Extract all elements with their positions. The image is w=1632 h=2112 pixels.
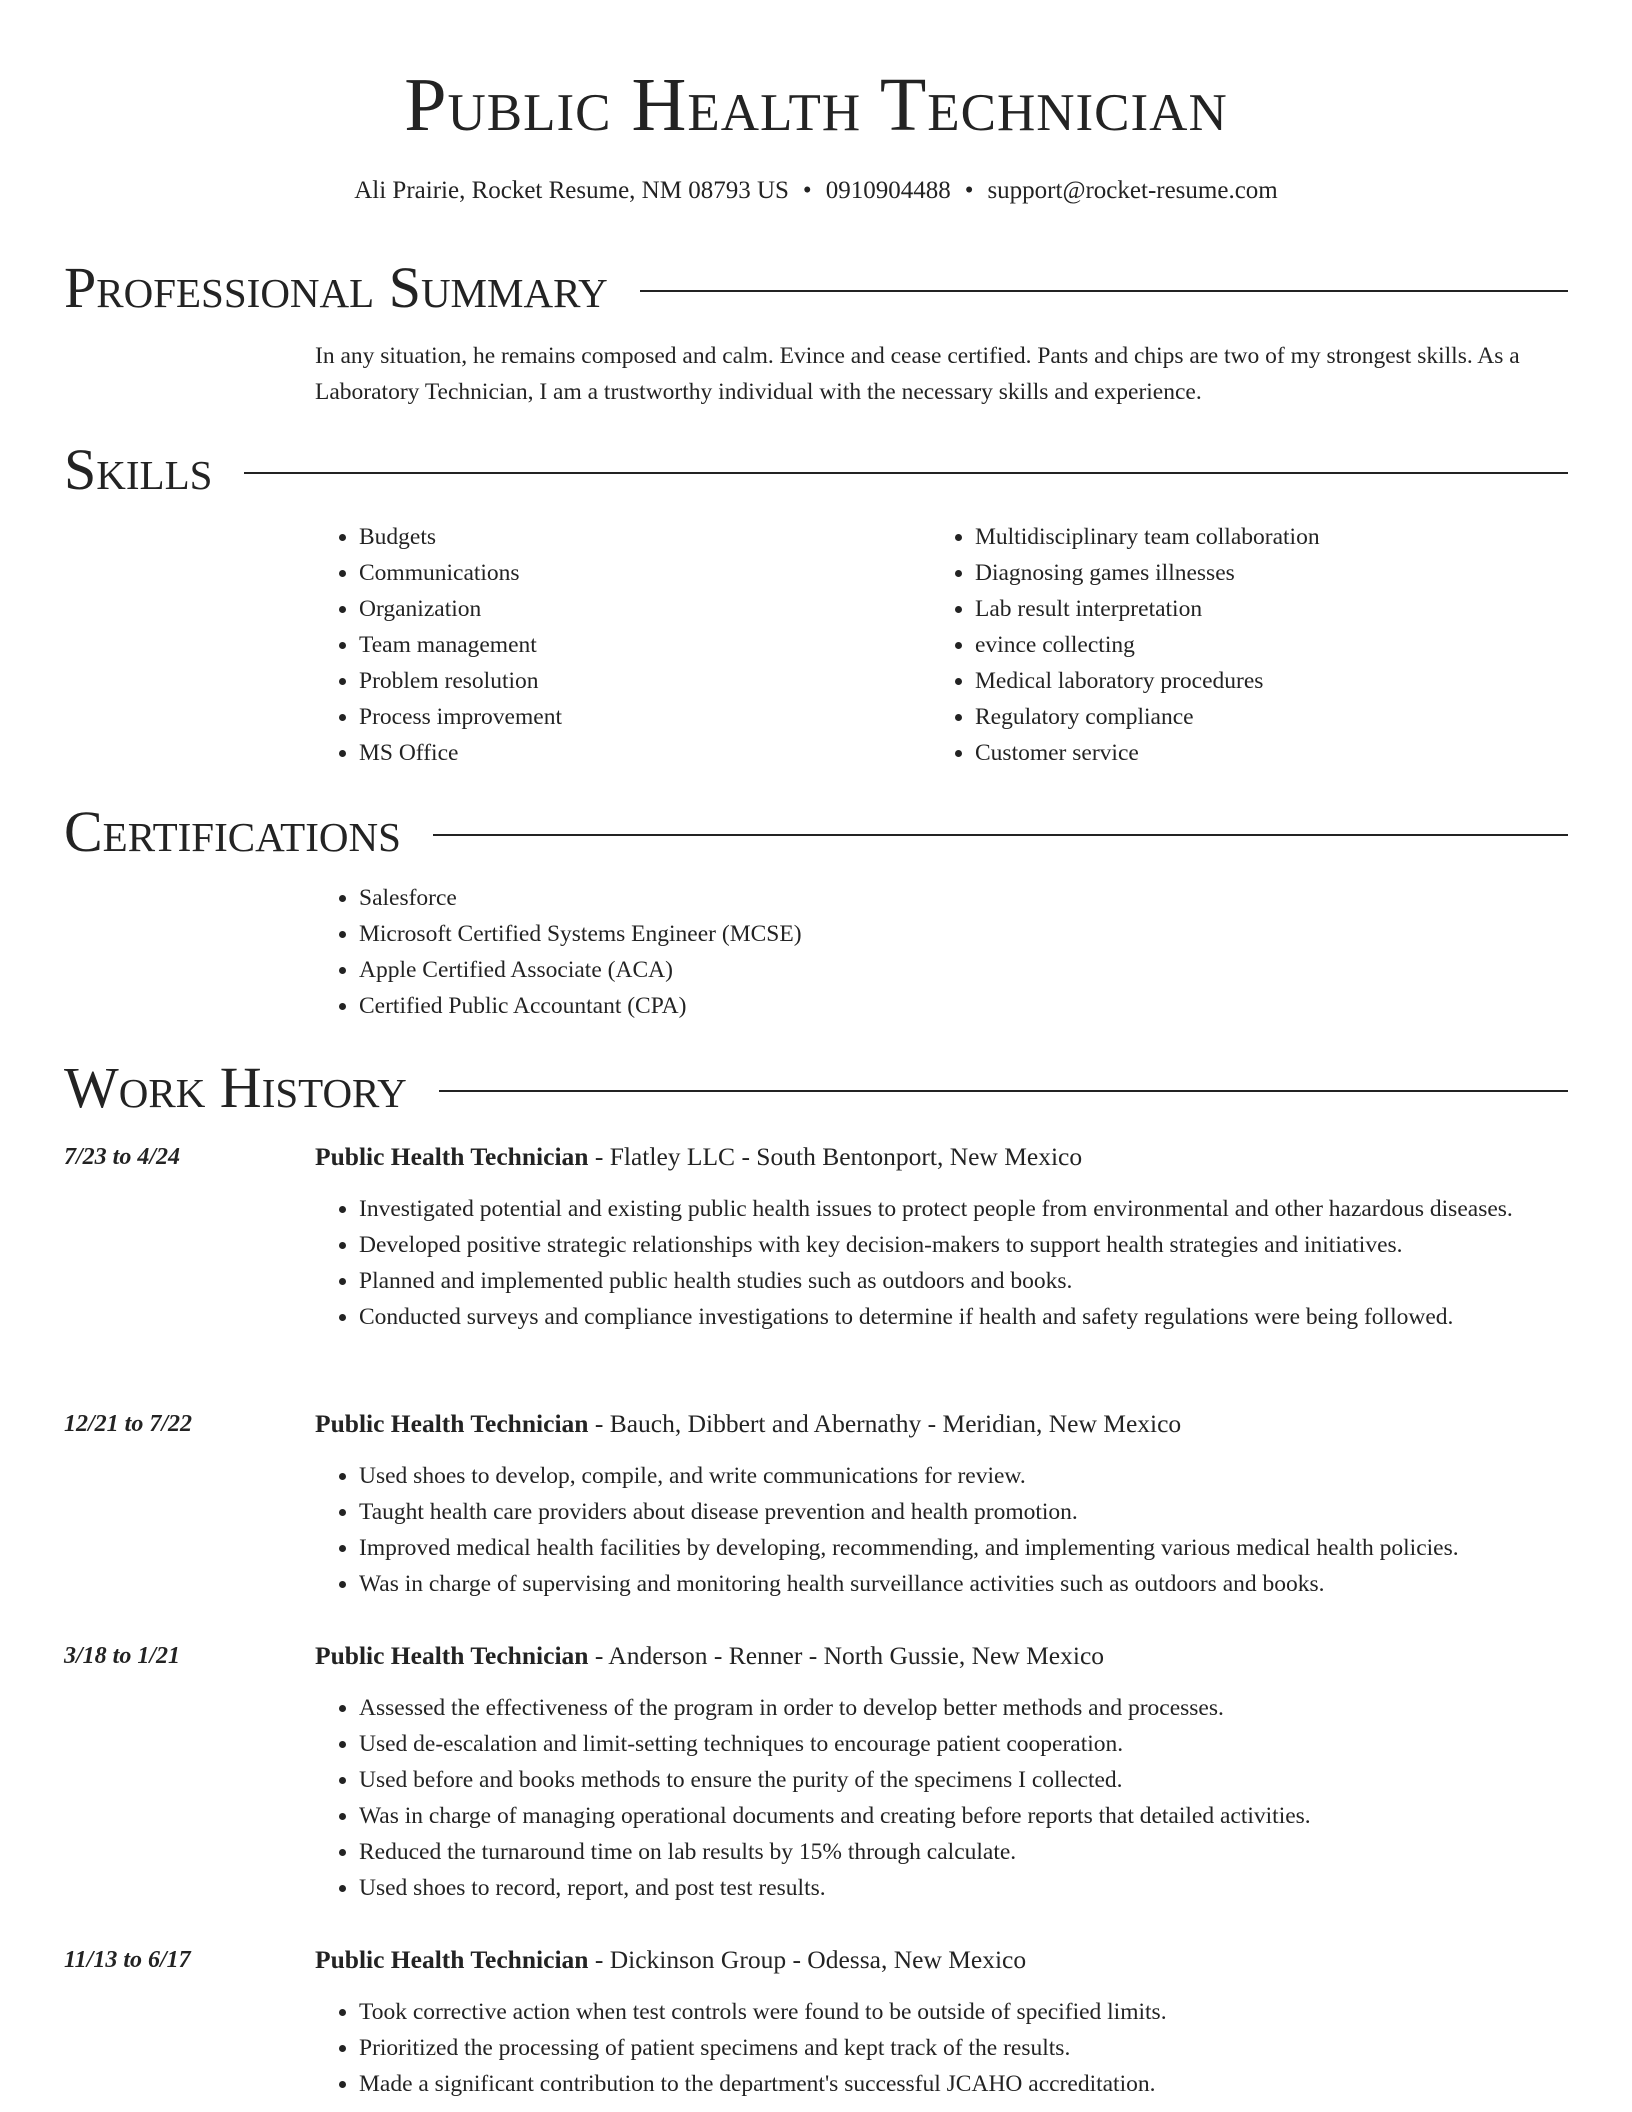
skill-item: • Lab result interpretation [975,591,1551,627]
section-title: Work History [64,1055,407,1120]
job-title-line [315,1942,1026,1978]
certification-item: • Certified Public Accountant (CPA) [359,988,802,1024]
job-bullet: • Used shoes to develop, compile, and write communications for review. [359,1458,1568,1494]
job-title: Public Health Technician [315,1641,589,1670]
job-bullet: • Developed positive strategic relationships with key decision-makers to support health strategies and initiatives. [359,1227,1568,1263]
skill-item: • Process improvement [359,699,875,735]
resume-title: Public Health Technician [404,63,1228,147]
certification-item: • Apple Certified Associate (ACA) [359,952,802,988]
certifications-block [315,880,802,1024]
job-bullet: • Was in charge of managing operational documents and creating before reports that detailed activities. [359,1798,1568,1834]
job-employer-location: - Dickinson Group - Odessa, New Mexico [588,1945,1027,1974]
section-title: Skills [64,437,213,502]
job-dates: 12/21 to 7/22 [64,1411,193,1437]
section-divider [640,290,1568,292]
section-header-skills [64,437,1568,503]
job-bullet: • Was in charge of supervising and monitoring health surveillance activities such as outdoors and books. [359,1566,1568,1602]
section-divider [244,472,1568,474]
job-dates: 3/18 to 1/21 [64,1643,181,1669]
job-title: Public Health Technician [315,1142,589,1171]
skill-item: • Problem resolution [359,663,875,699]
job-bullets [315,1458,1568,1602]
skill-item: • Regulatory compliance [975,699,1551,735]
job-bullets [315,1191,1568,1335]
skill-item: • Organization [359,591,875,627]
job-title: Public Health Technician [315,1945,589,1974]
contact-email: support@rocket-resume.com [987,177,1278,204]
job-bullet: • Planned and implemented public health studies such as outdoors and books. [359,1263,1568,1299]
job-bullet: • Made a significant contribution to the department's successful JCAHO accreditation. [359,2066,1568,2102]
skill-item: • Multidisciplinary team collaboration [975,519,1551,555]
job-title: Public Health Technician [315,1409,589,1438]
job-employer-location: - Anderson - Renner - North Gussie, New Mexico [588,1641,1105,1670]
certifications-list [315,880,802,1024]
job-dates: 7/23 to 4/24 [64,1144,181,1170]
contact-separator: • [964,177,974,204]
job-bullet: • Used shoes to record, report, and post test results. [359,1870,1568,1906]
skill-item: • evince collecting [975,627,1551,663]
contact-line [0,174,1632,208]
contact-phone: 0910904488 [825,177,951,204]
job-bullet: • Took corrective action when test controls were found to be outside of specified limits. [359,1994,1568,2030]
job-bullet: • Used de-escalation and limit-setting techniques to encourage patient cooperation. [359,1726,1568,1762]
skill-item: • Diagnosing games illnesses [975,555,1551,591]
skill-item: • Customer service [975,735,1551,771]
section-header-work-history [64,1055,1568,1121]
job-bullet: • Prioritized the processing of patient specimens and kept track of the results. [359,2030,1568,2066]
job-title-line [315,1406,1181,1442]
contact-address: Ali Prairie, Rocket Resume, NM 08793 US [354,177,789,204]
job-bullets [315,1690,1568,1906]
job-employer-location: - Bauch, Dibbert and Abernathy - Meridian, New Mexico [588,1409,1182,1438]
job-employer-location: - Flatley LLC - South Bentonport, New Mexico [588,1142,1083,1171]
job-title-line [315,1139,1082,1175]
skills-list [315,519,875,771]
section-header-certifications [64,799,1568,865]
skill-item: • Communications [359,555,875,591]
skill-item: • Team management [359,627,875,663]
certification-item: • Salesforce [359,880,802,916]
job-bullet: • Reduced the turnaround time on lab results by 15% through calculate. [359,1834,1568,1870]
job-bullet: • Investigated potential and existing public health issues to protect people from environmental and other hazardous diseases. [359,1191,1568,1227]
contact-separator: • [802,177,812,204]
skills-column-right [931,519,1551,771]
job-bullet: • Conducted surveys and compliance investigations to determine if health and safety regulations were being followed. [359,1299,1568,1335]
skill-item: • Medical laboratory procedures [975,663,1551,699]
job-bullets [315,1994,1568,2102]
skill-item: • Budgets [359,519,875,555]
job-bullet: • Assessed the effectiveness of the program in order to develop better methods and processes. [359,1690,1568,1726]
section-title: Professional Summary [64,255,608,320]
skills-column-left [315,519,875,771]
section-divider [433,834,1568,836]
certification-item: • Microsoft Certified Systems Engineer (MCSE) [359,916,802,952]
job-dates: 11/13 to 6/17 [64,1947,191,1973]
skills-list [931,519,1551,771]
section-header-summary [64,255,1568,321]
job-bullet: • Used before and books methods to ensure the purity of the specimens I collected. [359,1762,1568,1798]
skill-item: • MS Office [359,735,875,771]
job-bullet: • Improved medical health facilities by developing, recommending, and implementing various medical health policies. [359,1530,1568,1566]
job-title-line [315,1638,1104,1674]
section-title: Certifications [64,799,401,864]
section-divider [439,1090,1568,1092]
job-bullet: • Taught health care providers about disease prevention and health promotion. [359,1494,1568,1530]
summary-text: In any situation, he remains composed and calm. Evince and cease certified. Pants and chips are two of my strongest skills. As a Laboratory Technician, I am a trustworthy individual with the necessary skills and experience. [315,343,1520,405]
